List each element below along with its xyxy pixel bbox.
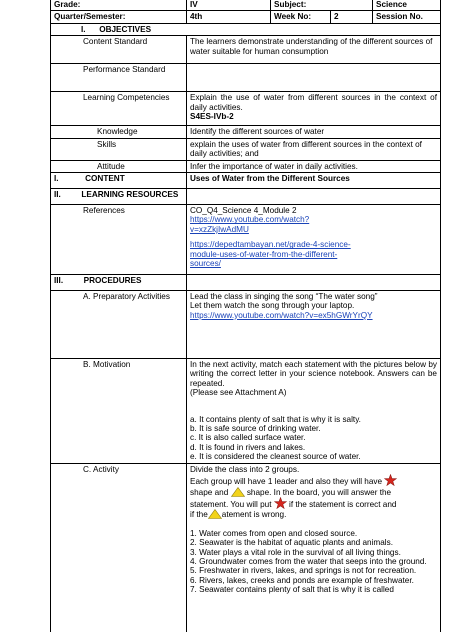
- procedures-num: III.: [54, 276, 64, 286]
- subject-value: Science: [373, 0, 441, 11]
- references-label: References: [51, 205, 187, 275]
- attitude-text: Infer the importance of water in daily activities.: [187, 160, 441, 172]
- week-label: Week No:: [271, 11, 331, 23]
- list-item: 6. Rivers, lakes, creeks and ponds are example of freshwater.: [190, 575, 414, 585]
- lesson-plan-table: [50, 0, 441, 632]
- content-heading: CONTENT: [85, 174, 125, 184]
- competency-code: S4ES-IVb-2: [190, 112, 234, 122]
- list-item: c. It is also called surface water.: [190, 433, 306, 443]
- song-video-link[interactable]: https://www.youtube.com/watch?v=ex5hGWrYrQY: [190, 310, 373, 320]
- content-num: I.: [54, 174, 59, 184]
- preparatory-line-1: Lead the class in singing the song “The water song”: [190, 292, 378, 302]
- references-cell: [187, 205, 441, 275]
- activity-statement-list: [190, 529, 437, 595]
- list-item: 3. Water plays a vital role in the survival of all living things.: [190, 547, 401, 557]
- content-heading-cell: [51, 173, 187, 189]
- list-item: a. It contains plenty of salt that is why it is salty.: [190, 414, 361, 424]
- activity-line-3: shape and shape. In the board, you will answer the: [190, 487, 392, 497]
- activity-label: C. Activity: [51, 463, 187, 632]
- week-value: 2: [331, 11, 373, 23]
- motivation-attachment-note: (Please see Attachment A): [190, 388, 287, 398]
- procedures-heading-cell: [51, 275, 187, 291]
- activity-line-2: Each group will have 1 leader and also they will have: [190, 474, 437, 486]
- activity-line-1: Divide the class into 2 groups.: [190, 464, 300, 474]
- list-item: d. It is found in rivers and lakes.: [190, 442, 306, 452]
- motivation-cell: [187, 359, 441, 464]
- reference-title: CO_Q4_Science 4_Module 2: [190, 206, 297, 216]
- list-item: 2. Seawater is the habitat of aquatic plants and animals.: [190, 538, 393, 548]
- motivation-statement-list: [190, 415, 437, 462]
- grade-label: Grade:: [51, 0, 187, 11]
- subject-label: Subject:: [271, 0, 373, 11]
- triangle-icon: [208, 509, 222, 519]
- learning-competencies-cell: [187, 92, 441, 126]
- skills-text: explain the uses of water from different sources in the context of daily activities; and: [187, 138, 441, 160]
- activity-cell: [187, 463, 441, 632]
- activity-line-5: if the atement is wrong.: [190, 510, 287, 520]
- resources-heading-cell: [51, 189, 187, 205]
- reference-link-youtube[interactable]: https://www.youtube.com/watch? v=xzZkjIwAdMU: [190, 215, 310, 234]
- triangle-icon: [231, 487, 245, 497]
- header-row-grade: [51, 0, 441, 11]
- reference-link-depedtambayan[interactable]: https://depedtambayan.net/grade-4-science- module-uses-of-water-from-the-different- sources/: [190, 240, 351, 269]
- motivation-intro: In the next activity, match each statement with the pictures below by writing the correct letter in your science notebook. Answers can be repeated.: [190, 360, 437, 388]
- resources-heading: LEARNING RESOURCES: [81, 190, 179, 200]
- content-standard-text: The learners demonstrate understanding of the different sources of water suitable for human consumption: [187, 36, 441, 64]
- session-label: Session No.: [373, 11, 441, 23]
- star-icon: [384, 474, 397, 486]
- performance-standard-label: Performance Standard: [51, 64, 187, 92]
- procedures-heading: PROCEDURES: [83, 276, 142, 286]
- knowledge-text: Identify the different sources of water: [187, 126, 441, 138]
- preparatory-line-2: Let them watch the song through your laptop.: [190, 301, 355, 311]
- grade-value: IV: [187, 0, 271, 11]
- attitude-label: Attitude: [51, 160, 187, 172]
- list-item: 1. Water comes from open and closed source.: [190, 528, 358, 538]
- preparatory-activities-label: A. Preparatory Activities: [51, 291, 187, 359]
- list-item: 5. Freshwater in rivers, lakes, and springs is not for recreation.: [190, 566, 417, 576]
- activity-line-4: statement. You will put if the statement is correct and: [190, 497, 437, 509]
- list-item: 4. Groundwater comes from the water that seeps into the ground.: [190, 556, 427, 566]
- list-item: b. It is safe source of drinking water.: [190, 424, 321, 434]
- list-item: e. It is considered the cleanest source of water.: [190, 452, 361, 462]
- objectives-heading: I. OBJECTIVES: [51, 23, 441, 35]
- preparatory-activities-cell: [187, 291, 441, 359]
- learning-competencies-label: Learning Competencies: [51, 92, 187, 126]
- quarter-value: 4th: [187, 11, 271, 23]
- quarter-label: Quarter/Semester:: [51, 11, 187, 23]
- performance-standard-text: [187, 64, 441, 92]
- resources-num: II.: [54, 190, 61, 200]
- content-standard-label: Content Standard: [51, 36, 187, 64]
- star-icon: [274, 497, 287, 509]
- motivation-label: B. Motivation: [51, 359, 187, 464]
- content-text: Uses of Water from the Different Sources: [187, 173, 441, 189]
- skills-label: Skills: [51, 138, 187, 160]
- knowledge-label: Knowledge: [51, 126, 187, 138]
- learning-competencies-text: Explain the use of water from different sources in the context of daily activities.: [190, 93, 437, 112]
- header-row-quarter: [51, 11, 441, 23]
- list-item: 7. Seawater contains plenty of salt that is why it is called: [190, 585, 394, 595]
